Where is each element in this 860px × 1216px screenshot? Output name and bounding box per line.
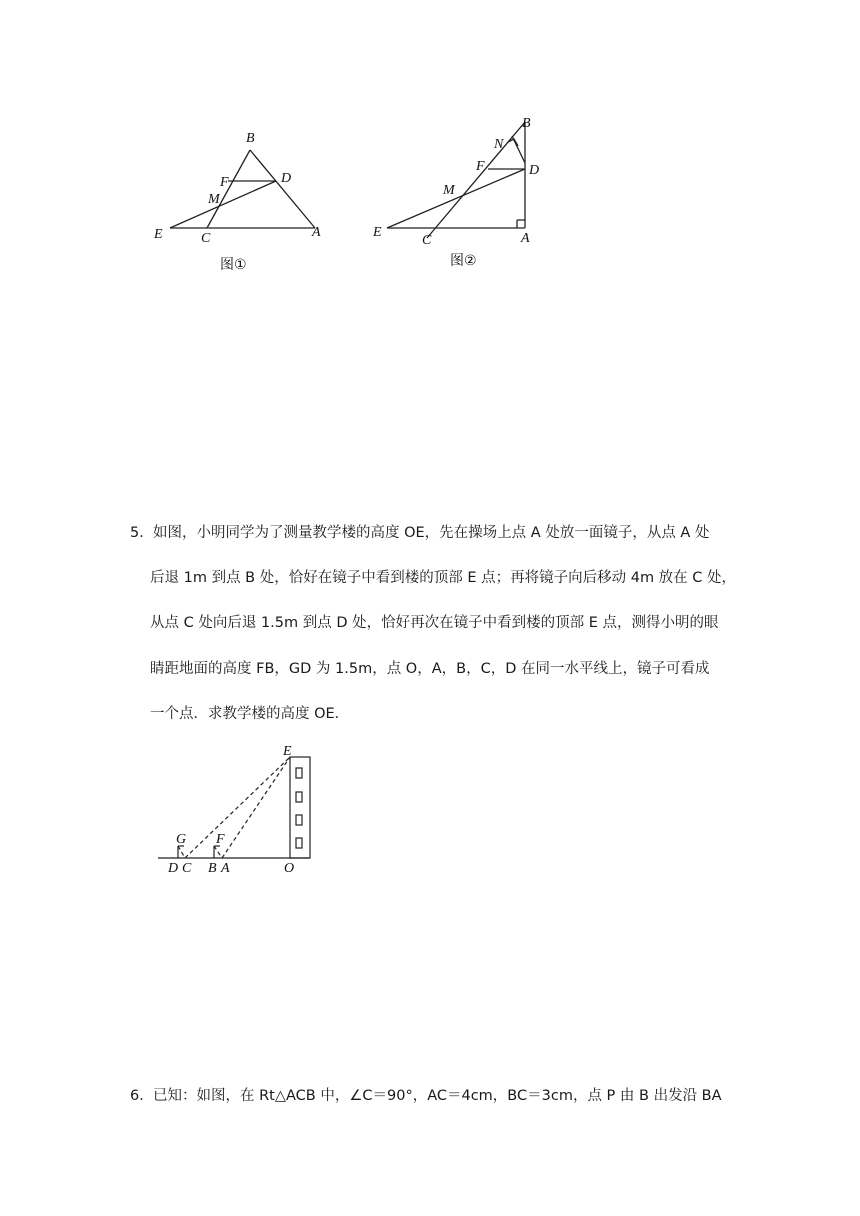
window-4 <box>296 838 302 848</box>
ray-gc <box>178 846 185 858</box>
ray-ce <box>185 757 290 858</box>
label-d: D <box>168 861 179 876</box>
segment-ed <box>387 169 525 228</box>
problem-6-number: 6． <box>130 1088 154 1104</box>
ray-fa <box>214 846 222 858</box>
problem-6-line-1: 已知：如图，在 Rt△ACB 中，∠C＝90°，AC＝4cm，BC＝3cm，点 P 由 B 出发沿 BA <box>153 1088 722 1104</box>
label-b: B <box>522 116 531 131</box>
label-d: D <box>281 171 292 186</box>
label-n: N <box>494 137 504 152</box>
window-3 <box>296 815 302 825</box>
problem-5-line-4: 睛距地面的高度 FB，GD 为 1.5m，点 O，A，B，C，D 在同一水平线上，镜子可看成 <box>150 661 710 677</box>
label-b: B <box>246 131 255 146</box>
figure-3 <box>150 740 320 880</box>
label-g: G <box>176 832 187 847</box>
label-b: B <box>208 861 217 876</box>
problem-5-line-3: 从点 C 处向后退 1.5m 到点 D 处，恰好再次在镜子中看到楼的顶部 E 点，测得小明的眼 <box>150 615 719 631</box>
label-m: M <box>208 192 220 207</box>
window-2 <box>296 792 302 802</box>
label-m: M <box>443 183 455 198</box>
window-1 <box>296 768 302 778</box>
label-a: A <box>221 861 230 876</box>
figure-1-caption: 图① <box>220 257 247 273</box>
label-e: E <box>373 225 382 240</box>
segment-bc <box>427 122 525 238</box>
problem-5-line-1: 如图，小明同学为了测量教学楼的高度 OE，先在操场上点 A 处放一面镜子，从点 A 处 <box>153 525 710 541</box>
label-c: C <box>422 233 432 248</box>
ray-ae <box>222 757 290 858</box>
label-d: D <box>529 163 540 178</box>
label-o: O <box>284 861 295 876</box>
label-f: F <box>220 175 229 190</box>
label-e: E <box>154 227 163 242</box>
figure-2 <box>370 108 560 278</box>
problem-5-line-5: 一个点．求教学楼的高度 OE． <box>150 706 350 722</box>
segment-ba <box>250 150 315 228</box>
figure-1 <box>140 120 350 280</box>
problem-5-line-2: 后退 1m 到点 B 处，恰好在镜子中看到楼的顶部 E 点；再将镜子向后移动 4m 放在 C 处， <box>150 570 737 586</box>
problem-5-number: 5． <box>130 525 154 541</box>
label-e: E <box>283 744 292 759</box>
label-f: F <box>216 832 225 847</box>
label-a: A <box>312 225 321 240</box>
label-a: A <box>521 231 530 246</box>
label-c: C <box>201 231 211 246</box>
building <box>290 757 310 858</box>
figure-2-caption: 图② <box>450 253 477 269</box>
label-f: F <box>476 159 485 174</box>
label-c: C <box>182 861 192 876</box>
